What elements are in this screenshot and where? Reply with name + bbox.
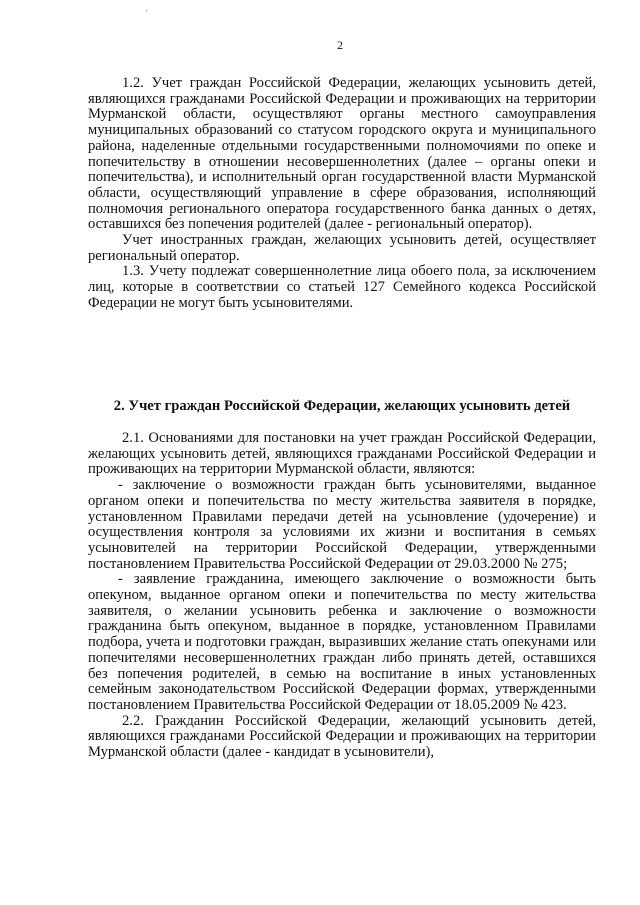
paragraph-2-2: 2.2. Гражданин Российской Федерации, желающий усыновить детей, являющихся гражданами Российской Федерации и проживающих на территории Мурманской области (далее - кандидат в усыновители), bbox=[88, 712, 596, 761]
paragraph-conclusion-adoption: - заключение о возможности граждан быть усыновителями, выданное органом опеки и попечительства по месту жительства заявителя в порядке, установленном Правилами передачи детей на усыновление (удочерение) и осуществления контроля за условиями их жизни и воспитания в семьях усыновителей на территории Российской Федерации, утвержденными постановлением Правительства Российской Федерации от 29.03.2000 № 275; bbox=[88, 477, 596, 572]
paragraph-2-1: 2.1. Основаниями для постановки на учет граждан Российской Федерации, желающих усыновить детей, являющихся гражданами Российской Федерации и проживающих на территории Мурманской области, являются: bbox=[88, 430, 596, 478]
paragraph-1-3: 1.3. Учету подлежат совершеннолетние лица обоего пола, за исключением лиц, которые в соответствии со статьей 127 Семейного кодекса Российской Федерации не могут быть усыновителями. bbox=[88, 263, 596, 311]
section-2-text bbox=[88, 431, 596, 761]
paragraph-1-2: 1.2. Учет граждан Российской Федерации, желающих усыновить детей, являющихся гражданами Российской Федерации и проживающих на территории Мурманской области, осуществляют органы местного самоуправления муниципальных образований со статусом городского округа и муниципального района, наделенные отдельными государственными полномочиями по опеке и попечительству в отношении несовершеннолетних (далее – органы опеки и попечительства), и исполнительный орган государственной власти Мурманской области, осуществляющий управление в сфере образования, исполняющий полномочия регионального оператора государственного банка данных о детях, оставшихся без попечения родителей (далее - региональный оператор). bbox=[88, 75, 596, 233]
paragraph-foreign-citizens: Учет иностранных граждан, желающих усыновить детей, осуществляет региональный оператор. bbox=[88, 232, 596, 264]
section-1-text bbox=[88, 76, 596, 312]
paragraph-statement-guardian: - заявление гражданина, имеющего заключение о возможности быть опекуном, выданное органом опеки и попечительства по месту жительства заявителя, о желании усыновить ребенка и заключение о возможности гражданина быть опекуном, выданное в порядке, установленном Правилами подбора, учета и подготовки граждан, выразивших желание стать опекунами или попечителями несовершеннолетних граждан либо принять детей, оставшихся без попечения родителей, в семью на воспитание в иных установленных семейным законодательством Российской Федерации формах, утвержденными постановлением Правительства Российской Федерации от 18.05.2009 № 423. bbox=[88, 571, 596, 713]
scan-mark: ' bbox=[146, 8, 148, 18]
section-2-heading: 2. Учет граждан Российской Федерации, желающих усыновить детей bbox=[113, 398, 571, 414]
page-number: 2 bbox=[337, 38, 343, 52]
